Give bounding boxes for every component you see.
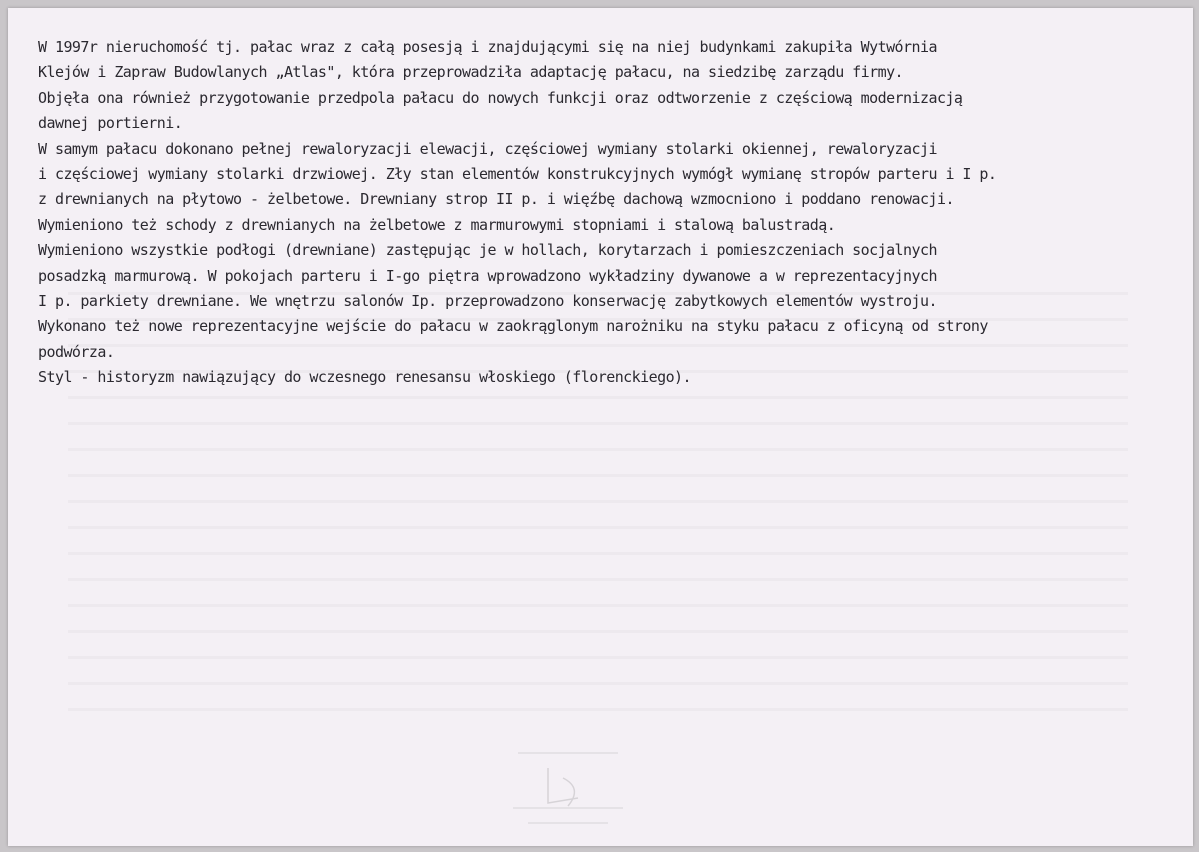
- text-line: Objęła ona również przygotowanie przedpola pałacu do nowych funkcji oraz odtworzenie z częściową modernizacją: [38, 88, 963, 107]
- show-through-stamp-mark: [508, 748, 628, 828]
- text-line: Wymieniono też schody z drewnianych na żelbetowe z marmurowymi stopniami i stalową balustradą.: [38, 215, 836, 234]
- text-line: podwórza.: [38, 342, 115, 361]
- text-line: W samym pałacu dokonano pełnej rewaloryzacji elewacji, częściowej wymiany stolarki okiennej, rewaloryzacji: [38, 139, 937, 158]
- text-line: dawnej portierni.: [38, 114, 183, 133]
- text-line: W 1997r nieruchomość tj. pałac wraz z całą posesją i znajdującymi się na niej budynkami zakupiła Wytwórnia: [38, 38, 937, 56]
- text-line: Klejów i Zapraw Budowlanych „Atlas", która przeprowadziła adaptację pałacu, na siedzibę zarządu firmy.: [38, 63, 904, 82]
- document-page: [8, 8, 1193, 846]
- text-line: z drewnianych na płytowo - żelbetowe. Drewniany strop II p. i więźbę dachową wzmocniono i poddano renowacji.: [38, 190, 954, 209]
- text-line: i częściowej wymiany stolarki drzwiowej. Zły stan elementów konstrukcyjnych wymógł wymianę stropów parteru i I p.: [38, 165, 997, 184]
- text-line: I p. parkiety drewniane. We wnętrzu salonów Ip. przeprowadzono konserwację zabytkowych elementów wystroju.: [38, 292, 937, 311]
- text-line: Styl - historyzm nawiązujący do wczesnego renesansu włoskiego (florenckiego).: [38, 368, 692, 387]
- text-line: Wykonano też nowe reprezentacyjne wejście do pałacu w zaokrąglonym narożniku na styku pałacu z oficyną od strony: [38, 317, 988, 336]
- text-line: Wymieniono wszystkie podłogi (drewniane) zastępując je w hollach, korytarzach i pomieszczeniach socjalnych: [38, 241, 937, 260]
- text-line: posadzką marmurową. W pokojach parteru i I-go piętra wprowadzono wykładziny dywanowe a w reprezentacyjnych: [38, 266, 937, 285]
- typed-text-body: [38, 35, 1188, 391]
